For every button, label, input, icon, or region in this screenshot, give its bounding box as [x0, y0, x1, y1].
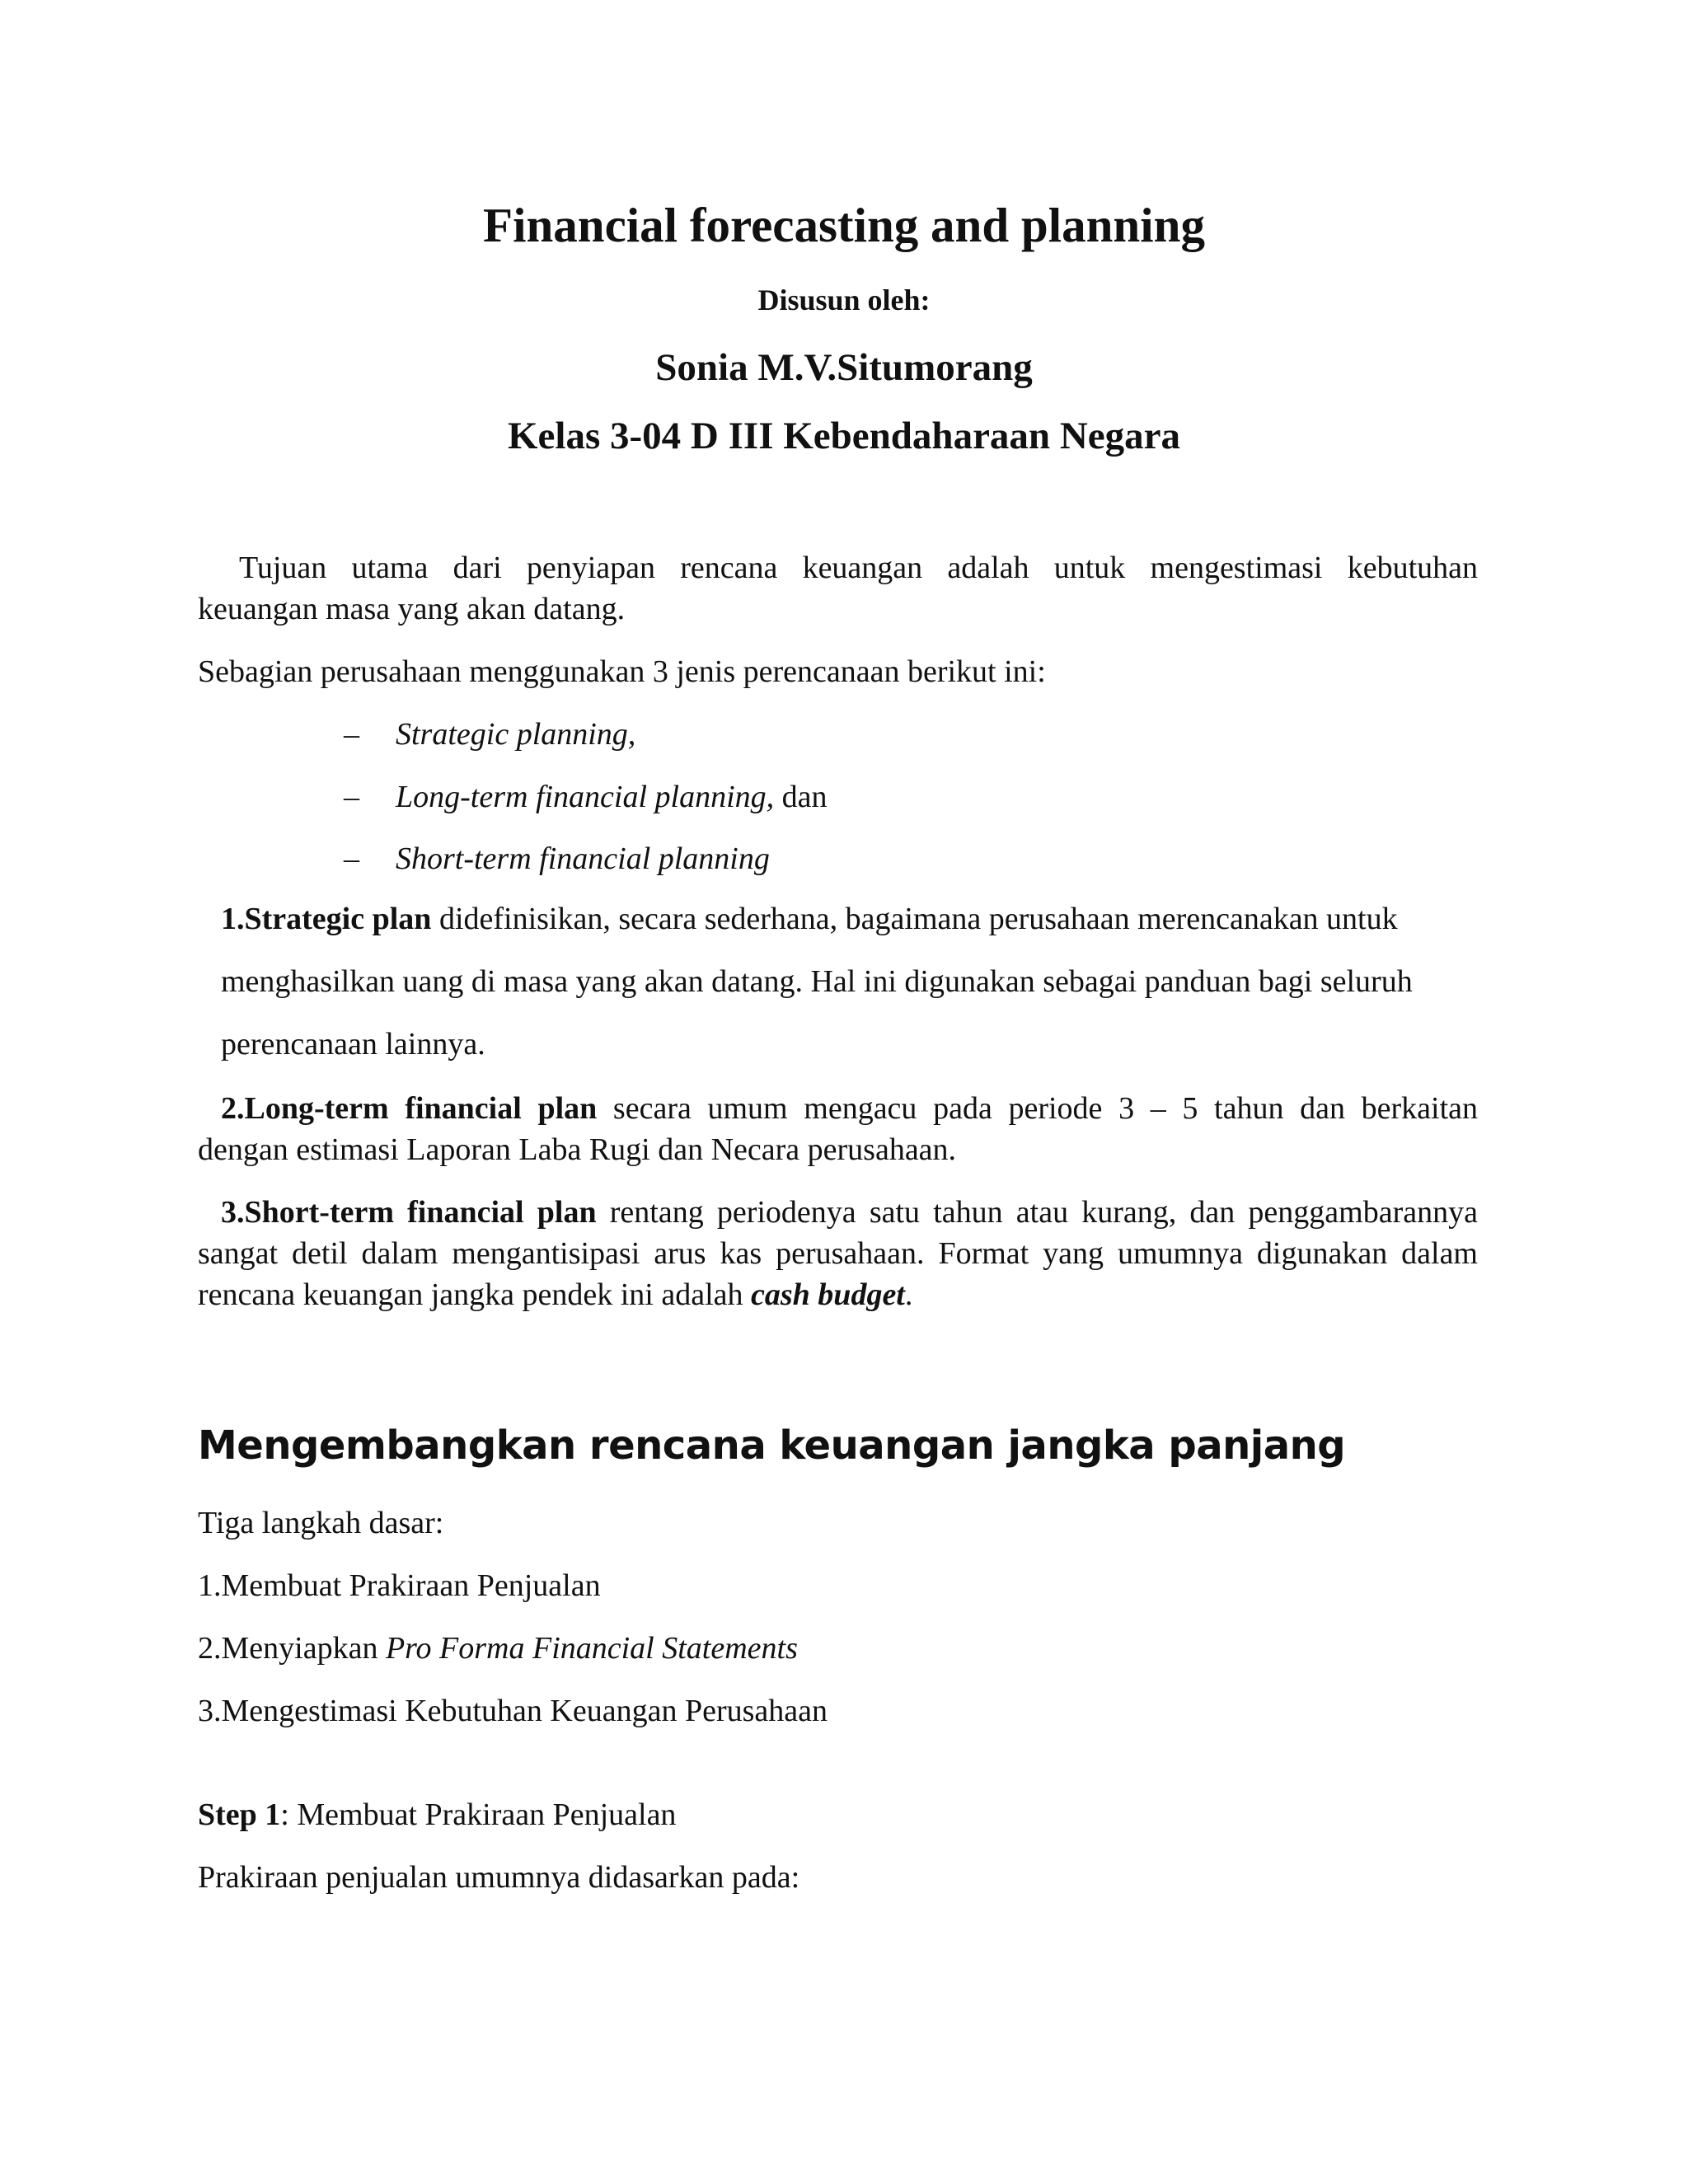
intro-line-1: Tujuan utama dari penyiapan rencana keuangan adalah untuk mengestimasi kebutuhan: [239, 551, 1478, 585]
author-name: Sonia M.V.Situmorang: [655, 346, 1033, 389]
list-item-label: Long-term financial planning,: [396, 780, 775, 814]
strategic-plan-line-2: menghasilkan uang di masa yang akan datang. Hal ini digunakan sebagai panduan bagi seluruh: [221, 964, 1413, 999]
shortterm-plan-paragraph: [198, 1192, 1478, 1315]
shortterm-plan-line-2: sangat detil dalam mengantisipasi arus kas perusahaan. Format yang umumnya digunakan dalam: [198, 1236, 1478, 1271]
longterm-plan-line-1: 2.Long-term financial plan secara umum mengacu pada periode 3 – 5 tahun dan berkaitan: [221, 1091, 1479, 1126]
cash-budget-term: cash budget: [751, 1277, 905, 1312]
strategic-plan-line-1: 1.Strategic plan didefinisikan, secara sederhana, bagaimana perusahaan merencanakan untuk: [221, 902, 1398, 936]
longterm-plan-term: 2.Long-term financial plan: [221, 1091, 598, 1126]
step-item-2-term: Pro Forma Financial Statements: [385, 1631, 798, 1666]
shortterm-plan-line-1: 3.Short-term financial plan rentang periodenya satu tahun atau kurang, dan penggambarannya: [221, 1195, 1478, 1230]
step-item-3: 3.Mengestimasi Kebutuhan Keuangan Perusahaan: [198, 1694, 828, 1728]
list-item-strategic: [344, 714, 635, 755]
dash-bullet: –: [344, 717, 359, 752]
prepared-by-label: Disusun oleh:: [757, 284, 931, 316]
list-item-label: Strategic planning,: [396, 717, 636, 752]
step-1-heading: Step 1: Membuat Prakiraan Penjualan: [198, 1797, 677, 1832]
class-info: Kelas 3-04 D III Kebendaharaan Negara: [508, 415, 1180, 457]
list-item-label: Short-term financial planning: [396, 841, 770, 876]
shortterm-plan-term: 3.Short-term financial plan: [221, 1195, 597, 1230]
longterm-plan-paragraph: [198, 1088, 1478, 1170]
dash-bullet: –: [344, 780, 359, 814]
longterm-plan-line-2: dengan estimasi Laporan Laba Rugi dan Necara perusahaan.: [198, 1132, 957, 1167]
shortterm-plan-line-3: rencana keuangan jangka pendek ini adalah cash budget.: [198, 1277, 913, 1312]
plan-types-lead: Sebagian perusahaan menggunakan 3 jenis perencanaan berikut ini:: [198, 654, 1046, 689]
strategic-plan-term: 1.Strategic plan: [221, 902, 432, 936]
dash-bullet: –: [344, 841, 359, 876]
step-item-2: 2.Menyiapkan Pro Forma Financial Statements: [198, 1631, 798, 1666]
strategic-plan-line-3: perencanaan lainnya.: [221, 1027, 485, 1062]
document-title: Financial forecasting and planning: [483, 198, 1205, 252]
sales-forecast-basis: Prakiraan penjualan umumnya didasarkan pada:: [198, 1860, 800, 1895]
list-item-suffix: dan: [774, 780, 828, 814]
intro-paragraph: [198, 547, 1478, 630]
section-heading: Mengembangkan rencana keuangan jangka panjang: [198, 1422, 1346, 1469]
step-1-label: Step 1: [198, 1797, 281, 1832]
steps-lead: Tiga langkah dasar:: [198, 1506, 444, 1540]
list-item-shortterm: [344, 838, 770, 879]
list-item-longterm: [344, 776, 828, 818]
step-item-1: 1.Membuat Prakiraan Penjualan: [198, 1568, 601, 1603]
intro-line-2: keuangan masa yang akan datang.: [198, 592, 626, 626]
